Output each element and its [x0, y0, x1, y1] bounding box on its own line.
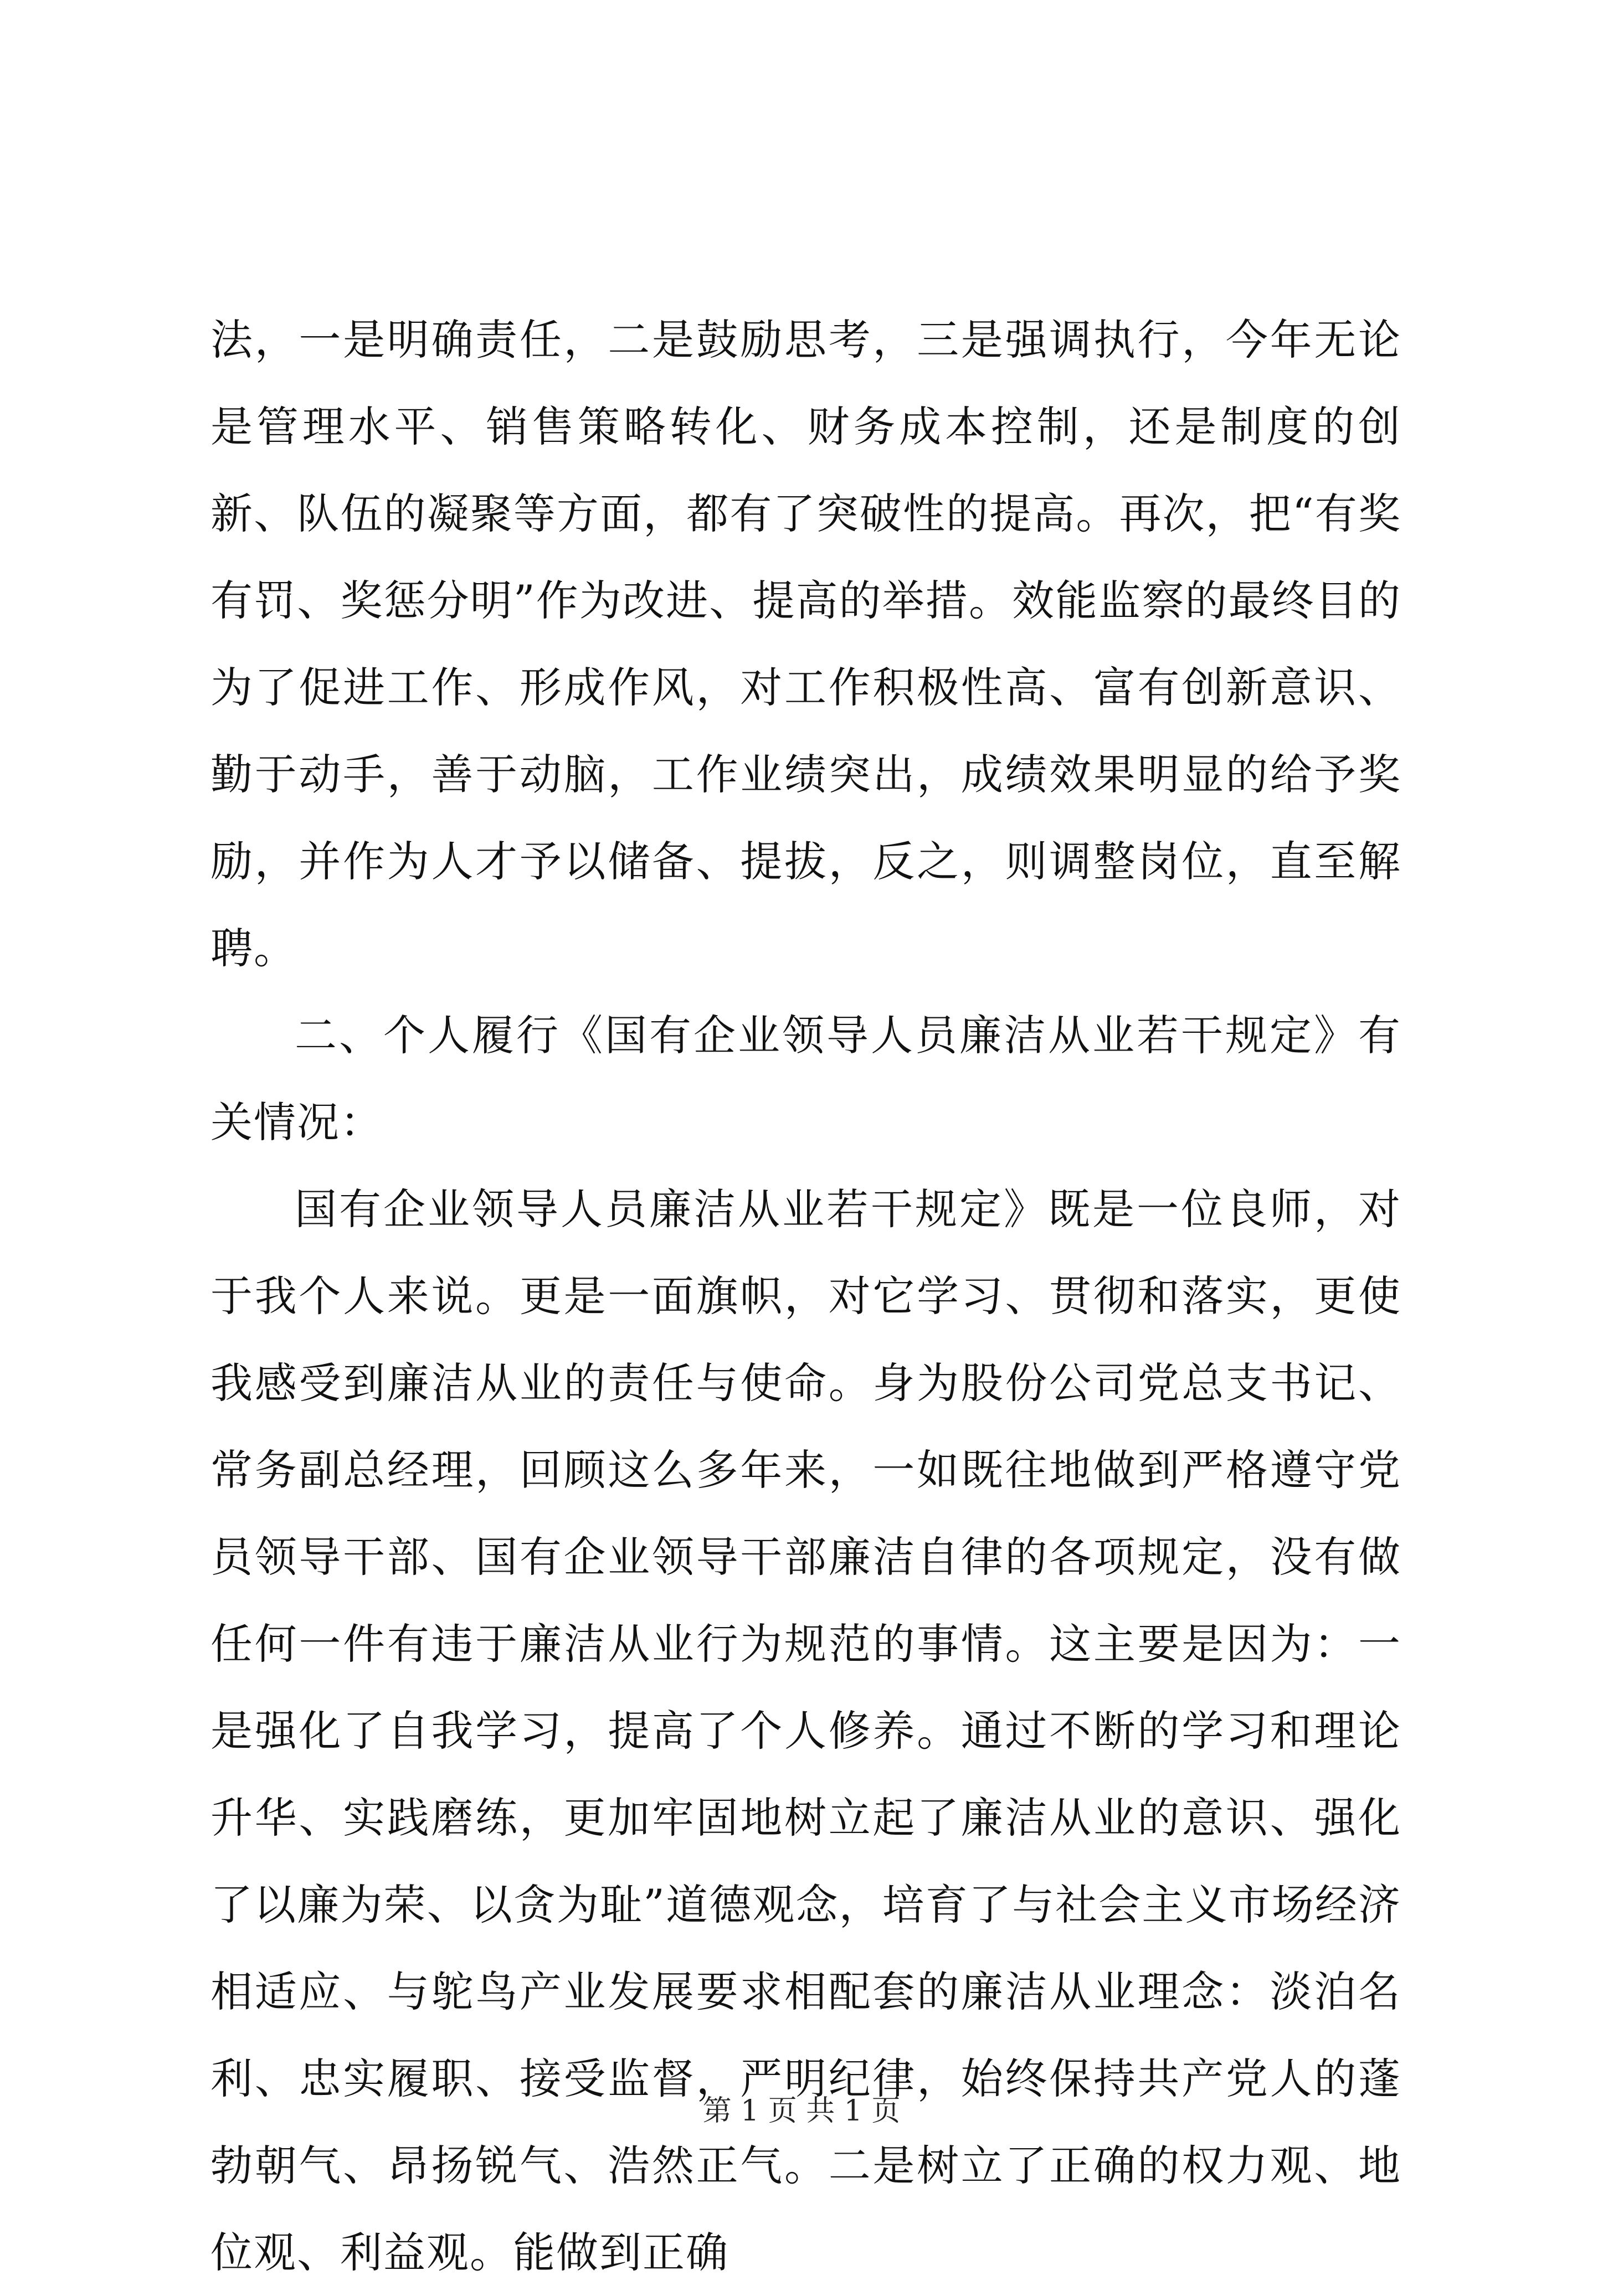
document-body [210, 296, 1401, 2296]
paragraph-integrity-practice: 国有企业领导人员廉洁从业若干规定》既是一位良师，对于我个人来说。更是一面旗帜，对它学习、贯彻和落实，更使我感受到廉洁从业的责任与使命。身为股份公司党总支书记、常务副总经理，回顾这么多年来，一如既往地做到严格遵守党员领导干部、国有企业领导干部廉洁自律的各项规定，没有做任何一件有违于廉洁从业行为规范的事情。这主要是因为：一是强化了自我学习，提高了个人修养。通过不断的学习和理论升华、实践磨练，更加牢固地树立起了廉洁从业的意识、强化了以廉为荣、以贪为耻”道德观念，培育了与社会主义市场经济相适应、与鸵鸟产业发展要求相配套的廉洁从业理念：淡泊名利、忠实履职、接受监督，严明纪律，始终保持共产党人的蓬勃朝气、昂扬锐气、浩然正气。二是树立了正确的权力观、地位观、利益观。能做到正确 [210, 1185, 1401, 2277]
paragraph-section-two-heading: 二、个人履行《国有企业领导人员廉洁从业若干规定》有关情况： [210, 1011, 1401, 1147]
page-footer: 第 1 页 共 1 页 [702, 2094, 901, 2128]
paragraph-management-measures: 法，一是明确责任，二是鼓励思考，三是强调执行，今年无论是管理水平、销售策略转化、财务成本控制，还是制度的创新、队伍的凝聚等方面，都有了突破性的提高。再次，把“有奖有罚、奖惩分明”作为改进、提高的举措。效能监察的最终目的为了促进工作、形成作风，对工作积极性高、富有创新意识、勤于动手，善于动脑，工作业绩突出，成绩效果明显的给予奖励，并作为人才予以储备、提拔，反之，则调整岗位，直至解聘。 [210, 315, 1401, 973]
